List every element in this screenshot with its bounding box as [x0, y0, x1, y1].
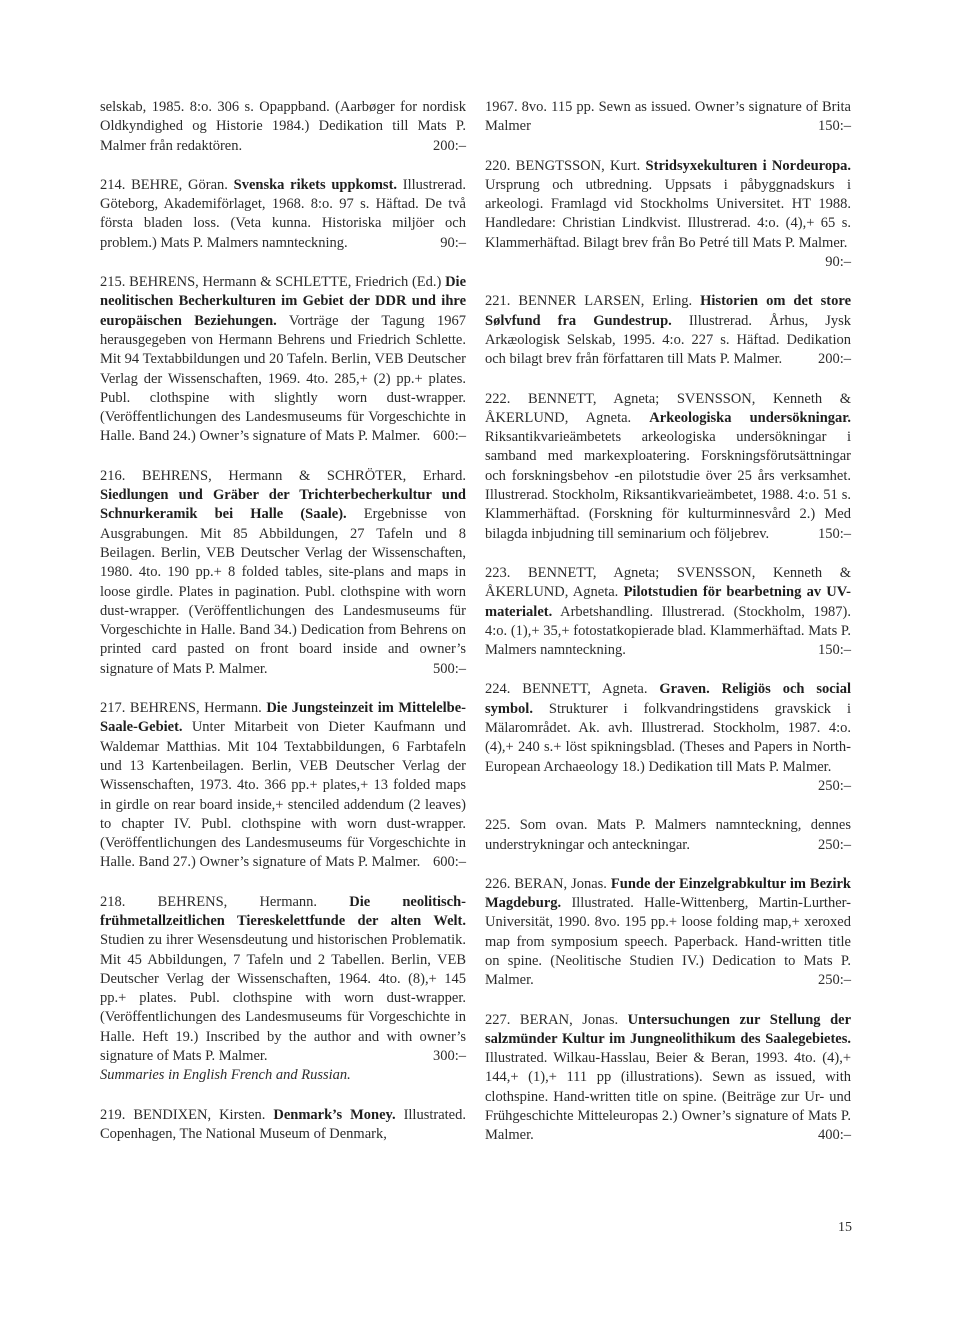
- entry-author: 216. BEHRENS, Hermann & SCHRÖTER, Erhard.: [100, 467, 466, 484]
- entry-author: 214. BEHRE, Göran.: [100, 176, 228, 193]
- entry-author: 222. BENNETT, Agneta; SVENSSON, Kenneth & ÅKERLUND, Agneta.: [485, 390, 851, 426]
- entry-title: Historien om det store Sølvfund fra Gundestrup.: [485, 293, 851, 329]
- entry-author: 221. BENNER LARSEN, Erling.: [485, 293, 693, 310]
- entry-price: 200:–: [817, 351, 851, 368]
- entry-note: Summaries in English French and Russian.: [100, 1067, 351, 1084]
- entry-text: 1967. 8vo. 115 pp. Sewn as issued. Owner’s signature of Brita Malmer: [485, 99, 851, 135]
- entry-author: 219. BENDIXEN, Kirsten.: [100, 1106, 266, 1123]
- entry-description: Illustrerad. Göteborg, Akademiförlaget, 1968. 8:o. 97 s. Häftad. De två första bladen loss. (Veta kunna. Historiska miljöer och problem.) Mats P. Malmers namnteckning.: [100, 176, 466, 251]
- entry-title: Stridsyxekulturen i Nordeuropa.: [645, 157, 852, 174]
- catalog-entry: [485, 157, 851, 273]
- entry-description: Unter Mitarbeit von Dieter Kaufmann und Waldemar Matthias. Mit 104 Textabbildungen, 6 Farbtafeln und 13 Kartenbeilagen. Berlin, VEB Deutscher Verlag der Wissenschaften, 1973. 4to. 366 pp.+ plates,+ 13 folded maps in girdle on rear board inside,+ stenciled addendum (2 leaves) to chapter IV. Publ. clothspine with worn dust-wrapper. (Veröffentlichungen des Landesmuseums für Vorgeschichte in Halle. Band 27.) Owner’s signature of Mats P. Malmer.: [100, 719, 467, 871]
- entry-description: Illustrerad. Århus, Jysk Arkæologisk Selskab, 1995. 4:o. 227 s. Häftad. Dedikation och bilagt brev från författaren till Mats P. Malmer.: [485, 312, 851, 368]
- entry-author: 217. BEHRENS, Hermann.: [100, 700, 262, 717]
- entry-title: Siedlungen und Gräber der Trichterbecherkultur und Schnurkeramik bei Halle (Saale).: [100, 487, 466, 523]
- entry-author: 218. BEHRENS, Hermann.: [100, 893, 318, 910]
- entry-price: 250:–: [817, 972, 851, 989]
- entry-price: 250:–: [817, 836, 851, 853]
- entry-author: 227. BERAN, Jonas.: [485, 1011, 619, 1028]
- entry-price: 500:–: [432, 660, 466, 677]
- entry-description: Ergebnisse von Ausgrabungen. Mit 85 Abbildungen, 27 Tafeln und 8 Beilagen. Berlin, VEB Deutscher Verlag der Wissenschaften, 1980. 4to. 190 pp.+ 8 folded tables, site-plans and maps in loose girdle. Plates in pagination. Publ. clothspine with worn dust-wrapper. (Veröffentlichungen des Landesmuseums für Vorgeschichte in Halle. Band 34.) Dedication from Behrens on printed card pasted on front board inside and owner’s signature of Mats P. Malmer.: [100, 506, 466, 677]
- entry-description: Strukturer i folkvandringstidens gravskick i Mälarområdet. Ak. avh. Illustrerad. Stockholm, 1987. 4:o. (4),+ 240 s.+ löst spikningsblad. (Theses and Papers in North-European Archaeology 18.) Dedikation till Mats P. Malmer.: [485, 700, 852, 775]
- entry-text: selskab, 1985. 8:o. 306 s. Opappband. (Aarbøger for nordisk Oldkyndighed og Historie 1984.) Dedikation till Mats P. Malmer från redaktören.: [100, 99, 466, 154]
- catalog-entry: [485, 390, 851, 544]
- entry-price: 400:–: [817, 1127, 851, 1144]
- catalog-entry: [485, 1011, 851, 1146]
- catalog-entry: [100, 176, 466, 253]
- entry-author: 223. BENNETT, Agneta; SVENSSON, Kenneth & ÅKERLUND, Agneta.: [485, 564, 851, 601]
- entry-title: Svenska rikets uppkomst.: [233, 176, 398, 193]
- catalog-entry: [485, 564, 851, 660]
- entry-title: Denmark’s Money.: [273, 1106, 396, 1123]
- catalog-entry: [485, 875, 851, 991]
- entry-description: Illustrated. Copenhagen, The National Museum of Denmark,: [100, 1106, 466, 1142]
- entry-price: 150:–: [817, 525, 851, 542]
- entry-price: 300:–: [432, 1048, 466, 1065]
- catalog-entry: [100, 893, 466, 1086]
- catalog-entry: [485, 816, 851, 855]
- entry-description: Vorträge der Tagung 1967 herausgegeben von Hermann Behrens und Friedrich Schlette. Mit 94 Textabbildungen und 20 Tafeln. Berlin, VEB Deutscher Verlag der Wissenschaften, 1969. 4to. 285,+ (2) pp.+ plates. Publ. clothspine with slightly worn dust-wrapper. (Veröffentlichungen des Landesmuseums für Vorgeschichte in Halle. Band 24.) Owner’s signature of Mats P. Malmer.: [100, 312, 466, 445]
- entry-description: Illustrated. Wilkau-Hasslau, Beier & Beran, 1993. 4to. (4),+ 144,+ (1),+ 111 pp (illustrations). Sewn as issued, with clothspine. Hand-written title on spine. (Beiträge zur Ur- und Frühgeschichte Mitteleuropas 2.) Owner’s signature of Mats P. Malmer.: [485, 1050, 851, 1144]
- catalog-entry: [485, 680, 851, 796]
- catalog-entry: [485, 98, 851, 137]
- entry-author: 224. BENNETT, Agneta.: [485, 681, 648, 698]
- left-column: [100, 98, 466, 1164]
- entry-author: 215. BEHRENS, Hermann & SCHLETTE, Friedrich (Ed.): [100, 274, 442, 291]
- entry-author: 226. BERAN, Jonas.: [485, 875, 607, 892]
- entry-description: Studien zu ihrer Wesensdeutung und historischen Problematik. Mit 45 Abbildungen, 7 Tafeln und 2 Tabellen. Berlin, VEB Deutscher Verlag der Wissenschaften, 1964. 4to. (8),+ 145 pp.+ plates. Publ. clothspine with worn dust-wrapper. (Veröffentlichungen des Landesmuseums für Vorgeschichte in Halle. Heft 19.) Inscribed by the author and with owner’s signature of Mats P. Malmer.: [100, 932, 466, 1065]
- entry-author: 220. BENGTSSON, Kurt.: [485, 157, 641, 174]
- entry-description: Arbetshandling. Illustrerad. (Stockholm, 1987). 4:o. (1),+ 35,+ fotostatkopierade blad. Klammerhäftad. Mats P. Malmers namnteckning.: [485, 603, 852, 659]
- entry-description: Ursprung och utbredning. Uppsats i påbyggnadskurs i arkeologi. Framlagd vid Stockholms Universitet. HT 1988. Handledare: Christian Lindkvist. Illustrerad. 4:o. (4),+ 65 s. Klammerhäftad. Bilagt brev från Bo Petré till Mats P. Malmer.: [485, 176, 851, 251]
- entry-price: 600:–: [432, 854, 466, 871]
- entry-description: Illustrated. Halle-Wittenberg, Martin-Lurther-Universität, 1990. 8vo. 195 pp.+ loose folding map,+ xeroxed map from symposium speech. Paperback. Hand-written title on spine. (Neolitische Studien IV.) Dedication to Mats P. Malmer.: [485, 895, 851, 989]
- entry-price: 150:–: [817, 642, 851, 659]
- page-number: 15: [838, 1220, 852, 1235]
- catalog-entry: [100, 98, 466, 156]
- entry-title: Pilotstudien för bearbetning av UV-materialet.: [485, 584, 852, 620]
- right-column: [485, 98, 851, 1166]
- entry-title: Die neolitischen Becherkulturen im Gebiet der DDR und ihre europäischen Beziehungen.: [100, 274, 467, 329]
- entry-price: 250:–: [817, 777, 851, 794]
- entry-title: Untersuchungen zur Stellung der salzmünder Kultur im Jungneolithikum des Saalegebietes.: [485, 1011, 851, 1047]
- entry-price: 600:–: [432, 428, 466, 445]
- entry-price: 150:–: [817, 118, 851, 135]
- entry-text: 225. Som ovan. Mats P. Malmers namnteckning, dennes understrykningar och anteckningar.: [485, 817, 851, 853]
- entry-price: 90:–: [825, 254, 851, 271]
- entry-title: Funde der Einzelgrabkultur im Bezirk Magdeburg.: [485, 875, 851, 912]
- entry-title: Die neolitisch-frühmetallzeitlichen Tiereskelettfunde der alten Welt.: [100, 893, 467, 929]
- entry-description: Riksantikvarieämbetets arkeologiska undersökningar i samband med markexploatering. Forskningsförutsättningar och forskningsbehov -en pilotstudie över 25 års verksamhet. Illustrerad. Stockholm, Riksantikvarieämbetet, 1988. 4:o. 51 s. Klammerhäftad. (Forskning för kulturminnesvård 2.) Med bilagda inbjudning till seminarium och följebrev.: [485, 429, 851, 542]
- catalog-entry: [485, 292, 851, 369]
- catalog-entry: [100, 467, 466, 679]
- catalog-entry: [100, 273, 466, 447]
- entry-title: Die Jungsteinzeit im Mittelelbe-Saale-Gebiet.: [100, 700, 467, 736]
- entry-title: Arkeologiska undersökningar.: [649, 409, 851, 426]
- entry-title: Graven. Religiös och social symbol.: [485, 681, 851, 717]
- entry-price: 200:–: [432, 137, 466, 154]
- catalog-entry: [100, 1106, 466, 1145]
- entry-price: 90:–: [440, 234, 466, 251]
- catalog-entry: [100, 699, 466, 873]
